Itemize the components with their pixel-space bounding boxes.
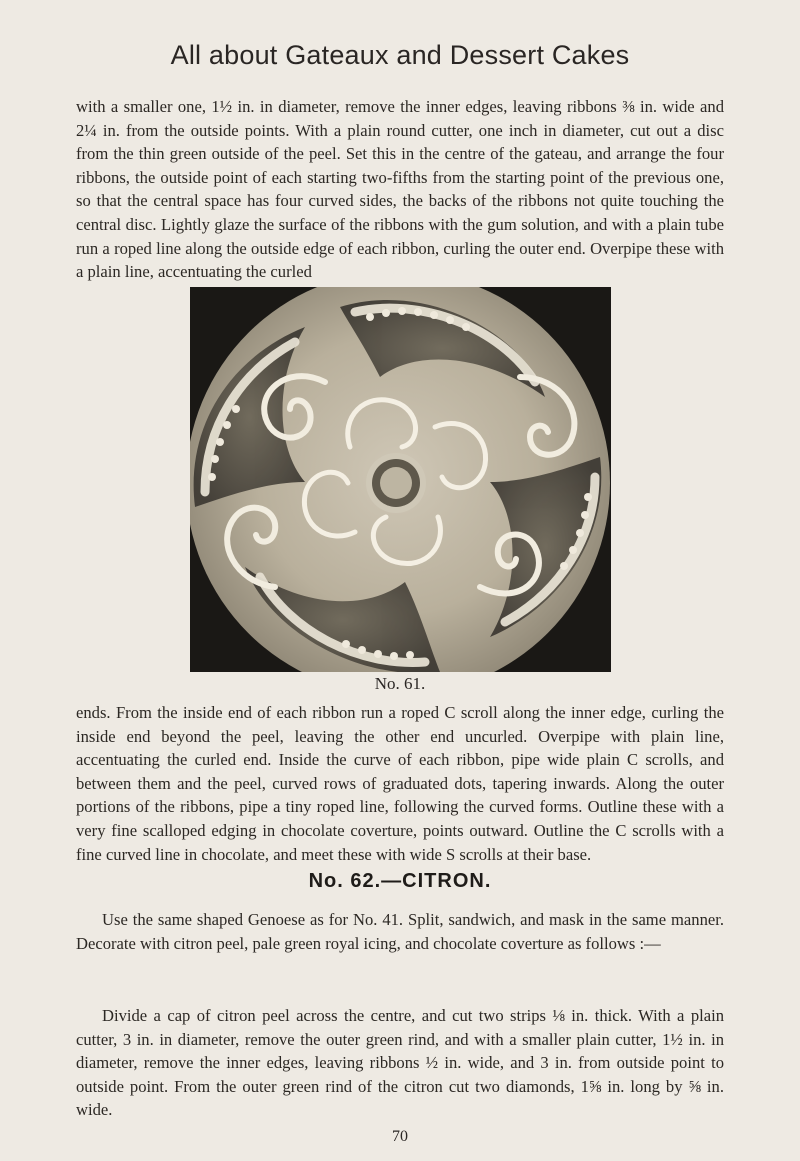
paragraph-continued: with a smaller one, 1½ in. in diameter, remove the inner edges, leaving ribbons ⅜ in. wide and 2¼ in. from the outside points. With a plain round cutter, one inch in diameter, cut out a disc from the thin green outside of the peel. Set this in the centre of the gateau, and arrange the four ribbons, the outside point of each starting two-fifths from the starting point of the previous one, so that the central space has four curved sides, the backs of the ribbons not quite touching the central disc. Lightly glaze the surface of the ribbons with the gum solution, and with a plain tube run a roped line along the outside edge of each ribbon, curling the outer end. Overpipe these with a plain line, accentuating the curled — [76, 97, 724, 282]
running-head: All about Gateaux and Dessert Cakes — [170, 40, 630, 70]
page-number: 70 — [392, 1128, 408, 1145]
figure-caption: No. 61. — [374, 674, 426, 693]
cake-photograph-image — [190, 287, 611, 672]
section-heading: No. 62.—CITRON. — [308, 870, 492, 892]
paragraph-continued-2: ends. From the inside end of each ribbon run a roped C scroll along the inner edge, curling the inside end beyond the peel, leaving the other end uncurled. Overpipe with plain line, accentuating the curled end. Inside the curve of each ribbon, pipe wide plain C scrolls, and between them and the peel, curved rows of graduated dots, tapering inwards. Along the outer portions of the ribbons, pipe a tiny roped line, following the curved forms. Outline these with a very fine scalloped edging in chocolate coverture, points outward. Outline the C scrolls with a fine curved line in chocolate, and meet these with wide S scrolls at their base. — [76, 703, 724, 864]
paragraph-method: Divide a cap of citron peel across the centre, and cut two strips ⅛ in. thick. With a plain cutter, 3 in. in diameter, remove the outer green rind, and with a smaller plain cutter, 1½ in. in diameter, remove the inner edges, leaving ribbons ½ in. wide, and 3 in. from outside point to outside point. From the outer green rind of the citron cut two diamonds, 1⅝ in. long by ⅝ in. wide. — [76, 1006, 724, 1120]
cake-photograph — [190, 287, 611, 672]
paragraph-intro: Use the same shaped Genoese as for No. 41. Split, sandwich, and mask in the same manner. Decorate with citron peel, pale green royal icing, and chocolate coverture as follows :— — [76, 910, 724, 953]
